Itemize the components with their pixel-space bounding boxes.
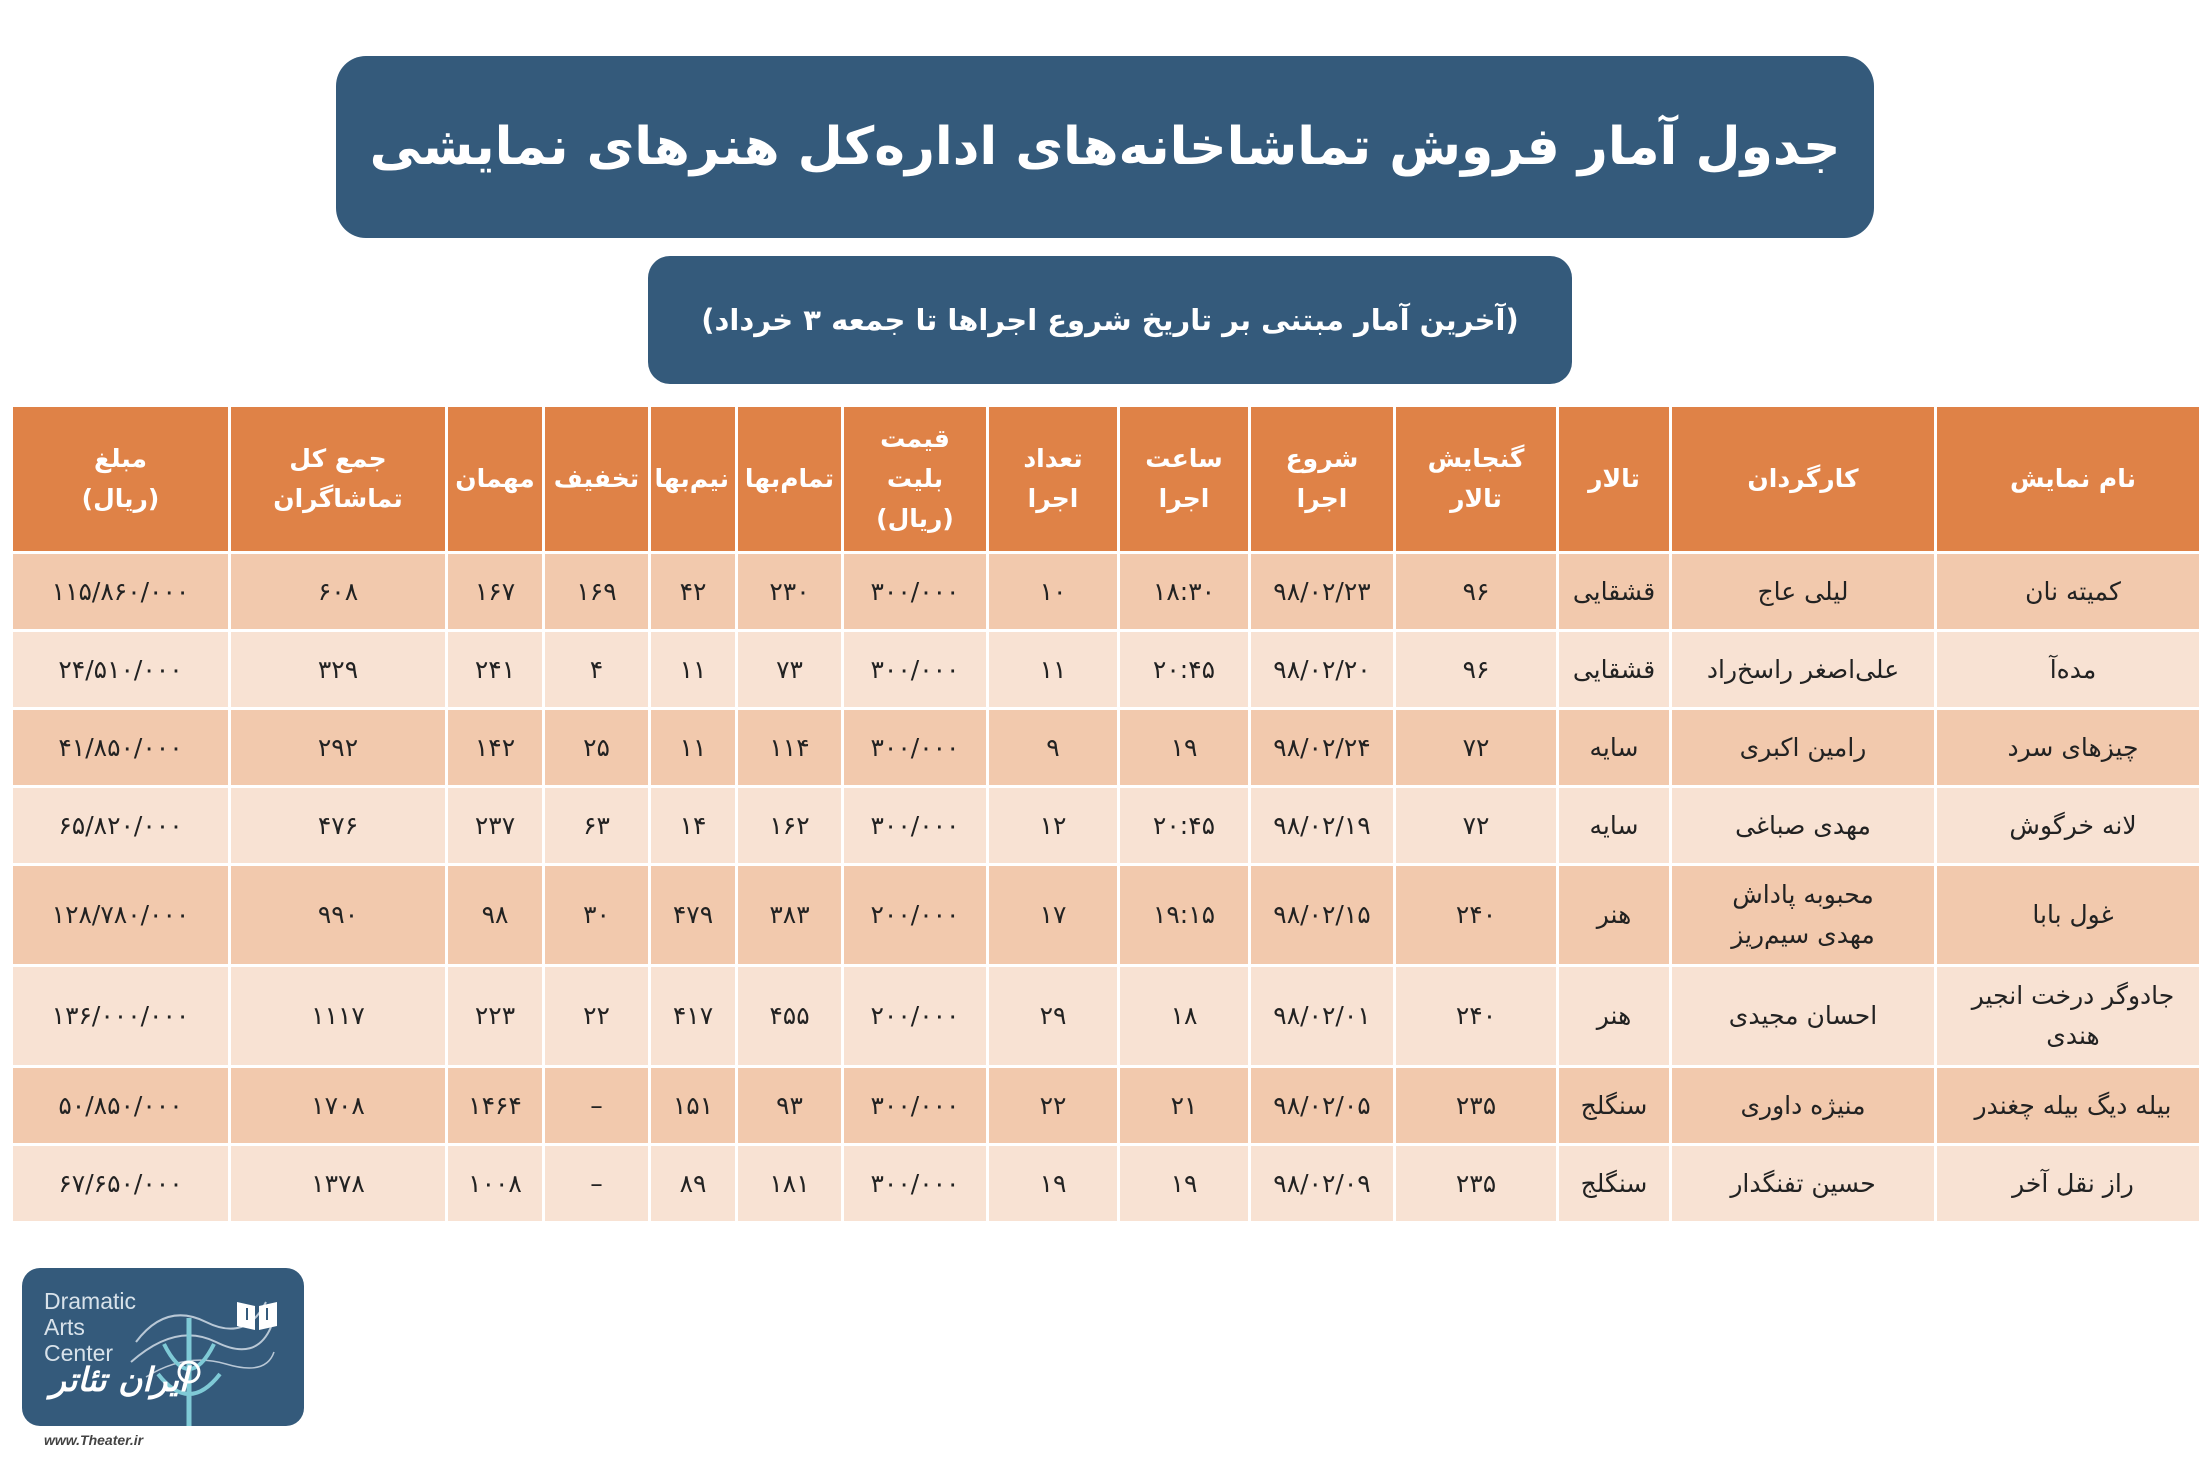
cell-start-date: ۹۸/۰۲/۰۱ <box>1251 967 1393 1065</box>
col-header-showtime: ساعت اجرا <box>1120 407 1248 551</box>
cell-guest: ۱۴۶۴ <box>448 1068 542 1143</box>
cell-guest: ۲۴۱ <box>448 632 542 707</box>
table-row <box>13 1146 2199 1221</box>
cell-guest: ۲۳۷ <box>448 788 542 863</box>
cell-capacity: ۲۴۰ <box>1396 967 1556 1065</box>
cell-full-price: ۳۸۳ <box>738 866 841 964</box>
cell-showtime: ۲۰:۴۵ <box>1120 788 1248 863</box>
cell-half-price: ۴۷۹ <box>651 866 735 964</box>
cell-total-audience: ۳۲۹ <box>231 632 445 707</box>
cell-show-name: چیزهای سرد <box>1937 710 2199 785</box>
cell-guest: ۹۸ <box>448 866 542 964</box>
cell-ticket-price: ۳۰۰/۰۰۰ <box>844 1146 986 1221</box>
cell-capacity: ۲۳۵ <box>1396 1146 1556 1221</box>
cell-performances: ۱۰ <box>989 554 1117 629</box>
col-header-show-name: نام نمایش <box>1937 407 2199 551</box>
sales-table <box>10 404 2199 1224</box>
cell-showtime: ۱۹ <box>1120 1146 1248 1221</box>
cell-director: منیژه داوری <box>1672 1068 1934 1143</box>
cell-hall: سایه <box>1559 710 1669 785</box>
col-header-guest: مهمان <box>448 407 542 551</box>
col-header-amount: مبلغ (ریال) <box>13 407 228 551</box>
cell-show-name: غول بابا <box>1937 866 2199 964</box>
cell-discount: ۲۵ <box>545 710 648 785</box>
subtitle-banner <box>648 256 1572 384</box>
col-header-capacity: گنجایش تالار <box>1396 407 1556 551</box>
cell-show-name: لانه خرگوش <box>1937 788 2199 863</box>
cell-show-name: بیله دیگ بیله چغندر <box>1937 1068 2199 1143</box>
col-header-discount: تخفیف <box>545 407 648 551</box>
cell-capacity: ۲۳۵ <box>1396 1068 1556 1143</box>
cell-director: رامین اکبری <box>1672 710 1934 785</box>
cell-guest: ۱۴۲ <box>448 710 542 785</box>
cell-showtime: ۱۹ <box>1120 710 1248 785</box>
table-row <box>13 866 2199 964</box>
cell-full-price: ۲۳۰ <box>738 554 841 629</box>
cell-half-price: ۴۲ <box>651 554 735 629</box>
cell-total-audience: ۹۹۰ <box>231 866 445 964</box>
cell-start-date: ۹۸/۰۲/۲۰ <box>1251 632 1393 707</box>
cell-discount: – <box>545 1146 648 1221</box>
website-url: www.Theater.ir <box>44 1432 144 1448</box>
table-row <box>13 1068 2199 1143</box>
cell-half-price: ۸۹ <box>651 1146 735 1221</box>
cell-hall: قشقایی <box>1559 632 1669 707</box>
cell-half-price: ۴۱۷ <box>651 967 735 1065</box>
cell-amount: ۶۷/۶۵۰/۰۰۰ <box>13 1146 228 1221</box>
cell-director: احسان مجیدی <box>1672 967 1934 1065</box>
cell-discount: ۶۳ <box>545 788 648 863</box>
cell-performances: ۱۷ <box>989 866 1117 964</box>
cell-showtime: ۱۹:۱۵ <box>1120 866 1248 964</box>
cell-director: علی‌اصغر راسخ‌راد <box>1672 632 1934 707</box>
cell-ticket-price: ۳۰۰/۰۰۰ <box>844 554 986 629</box>
cell-hall: هنر <box>1559 866 1669 964</box>
cell-full-price: ۹۳ <box>738 1068 841 1143</box>
cell-hall: قشقایی <box>1559 554 1669 629</box>
cell-guest: ۱۰۰۸ <box>448 1146 542 1221</box>
cell-ticket-price: ۳۰۰/۰۰۰ <box>844 632 986 707</box>
cell-show-name: مده‌آ <box>1937 632 2199 707</box>
table-header-row <box>13 407 2199 551</box>
cell-amount: ۱۲۸/۷۸۰/۰۰۰ <box>13 866 228 964</box>
title-banner <box>336 56 1874 238</box>
col-header-half-price: نیم‌بها <box>651 407 735 551</box>
table-body <box>13 554 2199 1221</box>
col-header-start-date: شروع اجرا <box>1251 407 1393 551</box>
col-header-director: کارگردان <box>1672 407 1934 551</box>
cell-discount: ۴ <box>545 632 648 707</box>
cell-total-audience: ۲۹۲ <box>231 710 445 785</box>
cell-total-audience: ۱۷۰۸ <box>231 1068 445 1143</box>
cell-hall: سنگلج <box>1559 1068 1669 1143</box>
cell-ticket-price: ۲۰۰/۰۰۰ <box>844 967 986 1065</box>
cell-ticket-price: ۲۰۰/۰۰۰ <box>844 866 986 964</box>
cell-start-date: ۹۸/۰۲/۰۹ <box>1251 1146 1393 1221</box>
page-title: جدول آمار فروش تماشاخانه‌های اداره‌کل هنرهای نمایشی <box>369 117 1841 177</box>
logo-english-text: Dramatic Arts Center <box>44 1288 137 1366</box>
cell-showtime: ۲۰:۴۵ <box>1120 632 1248 707</box>
cell-half-price: ۱۴ <box>651 788 735 863</box>
cell-showtime: ۱۸ <box>1120 967 1248 1065</box>
cell-showtime: ۲۱ <box>1120 1068 1248 1143</box>
cell-ticket-price: ۳۰۰/۰۰۰ <box>844 788 986 863</box>
cell-director: حسین تفنگدار <box>1672 1146 1934 1221</box>
cell-capacity: ۹۶ <box>1396 554 1556 629</box>
table-row <box>13 554 2199 629</box>
cell-capacity: ۹۶ <box>1396 632 1556 707</box>
cell-half-price: ۱۱ <box>651 710 735 785</box>
cell-start-date: ۹۸/۰۲/۱۹ <box>1251 788 1393 863</box>
cell-start-date: ۹۸/۰۲/۲۴ <box>1251 710 1393 785</box>
cell-director: محبوبه پاداش مهدی سیم‌ریز <box>1672 866 1934 964</box>
col-header-ticket-price: قیمت بلیت (ریال) <box>844 407 986 551</box>
table-row <box>13 710 2199 785</box>
cell-showtime: ۱۸:۳۰ <box>1120 554 1248 629</box>
cell-full-price: ۱۱۴ <box>738 710 841 785</box>
cell-total-audience: ۱۱۱۷ <box>231 967 445 1065</box>
cell-amount: ۱۱۵/۸۶۰/۰۰۰ <box>13 554 228 629</box>
cell-ticket-price: ۳۰۰/۰۰۰ <box>844 1068 986 1143</box>
cell-total-audience: ۱۳۷۸ <box>231 1146 445 1221</box>
cell-ticket-price: ۳۰۰/۰۰۰ <box>844 710 986 785</box>
cell-half-price: ۱۱ <box>651 632 735 707</box>
col-header-total-audience: جمع کل تماشاگران <box>231 407 445 551</box>
cell-discount: ۳۰ <box>545 866 648 964</box>
cell-capacity: ۷۲ <box>1396 710 1556 785</box>
cell-half-price: ۱۵۱ <box>651 1068 735 1143</box>
cell-hall: سایه <box>1559 788 1669 863</box>
cell-full-price: ۱۸۱ <box>738 1146 841 1221</box>
cell-amount: ۲۴/۵۱۰/۰۰۰ <box>13 632 228 707</box>
cell-performances: ۹ <box>989 710 1117 785</box>
open-book-icon <box>234 1294 280 1334</box>
cell-performances: ۲۲ <box>989 1068 1117 1143</box>
col-header-hall: تالار <box>1559 407 1669 551</box>
cell-hall: سنگلج <box>1559 1146 1669 1221</box>
cell-discount: ۲۲ <box>545 967 648 1065</box>
cell-full-price: ۷۳ <box>738 632 841 707</box>
cell-show-name: راز نقل آخر <box>1937 1146 2199 1221</box>
cell-guest: ۱۶۷ <box>448 554 542 629</box>
logo-persian-text: ایران تئاتر <box>50 1360 189 1399</box>
cell-capacity: ۷۲ <box>1396 788 1556 863</box>
cell-performances: ۱۱ <box>989 632 1117 707</box>
cell-start-date: ۹۸/۰۲/۲۳ <box>1251 554 1393 629</box>
col-header-full-price: تمام‌بها <box>738 407 841 551</box>
cell-discount: – <box>545 1068 648 1143</box>
cell-full-price: ۱۶۲ <box>738 788 841 863</box>
cell-total-audience: ۶۰۸ <box>231 554 445 629</box>
cell-show-name: جادوگر درخت انجیر هندی <box>1937 967 2199 1065</box>
cell-performances: ۲۹ <box>989 967 1117 1065</box>
table-row <box>13 632 2199 707</box>
cell-director: لیلی عاج <box>1672 554 1934 629</box>
page-subtitle: (آخرین آمار مبتنی بر تاریخ شروع اجراها تا جمعه ۳ خرداد) <box>701 303 1519 337</box>
cell-show-name: کمیته نان <box>1937 554 2199 629</box>
cell-guest: ۲۲۳ <box>448 967 542 1065</box>
cell-start-date: ۹۸/۰۲/۰۵ <box>1251 1068 1393 1143</box>
dramatic-arts-center-logo <box>22 1268 304 1426</box>
cell-capacity: ۲۴۰ <box>1396 866 1556 964</box>
cell-amount: ۵۰/۸۵۰/۰۰۰ <box>13 1068 228 1143</box>
cell-amount: ۴۱/۸۵۰/۰۰۰ <box>13 710 228 785</box>
cell-amount: ۶۵/۸۲۰/۰۰۰ <box>13 788 228 863</box>
col-header-performances: تعداد اجرا <box>989 407 1117 551</box>
cell-discount: ۱۶۹ <box>545 554 648 629</box>
table-row <box>13 788 2199 863</box>
cell-total-audience: ۴۷۶ <box>231 788 445 863</box>
table-row <box>13 967 2199 1065</box>
cell-amount: ۱۳۶/۰۰۰/۰۰۰ <box>13 967 228 1065</box>
cell-start-date: ۹۸/۰۲/۱۵ <box>1251 866 1393 964</box>
cell-director: مهدی صباغی <box>1672 788 1934 863</box>
cell-full-price: ۴۵۵ <box>738 967 841 1065</box>
cell-performances: ۱۹ <box>989 1146 1117 1221</box>
cell-hall: هنر <box>1559 967 1669 1065</box>
cell-performances: ۱۲ <box>989 788 1117 863</box>
